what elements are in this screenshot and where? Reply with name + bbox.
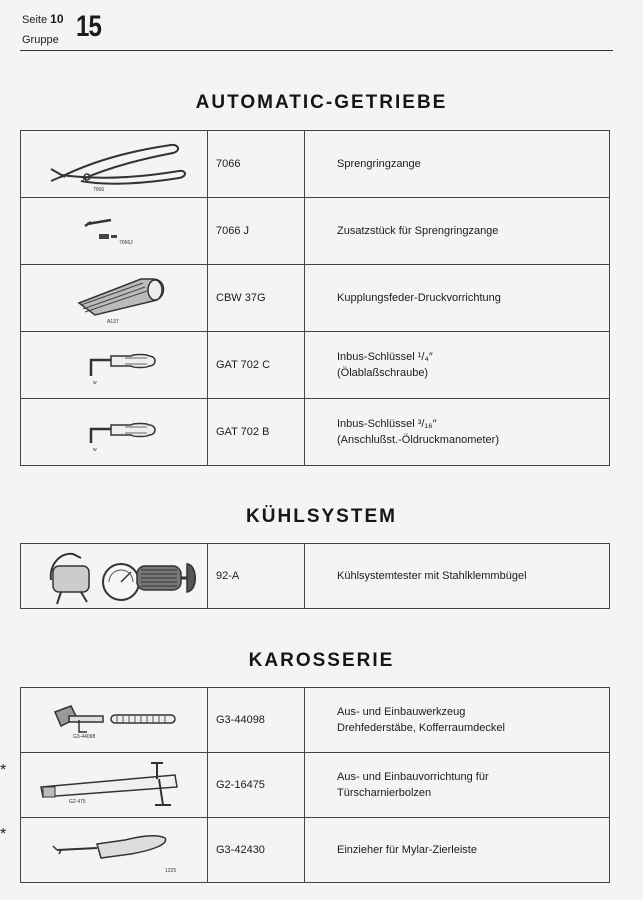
table-row	[21, 818, 610, 883]
tool-description-line: Inbus-Schlüssel ³/₁₆″	[337, 418, 437, 430]
page-label: Seite	[22, 14, 48, 26]
tool-code: GAT 702 B	[208, 399, 305, 466]
page-number	[22, 12, 64, 26]
hex-key-icon	[21, 399, 207, 465]
tool-description	[305, 198, 610, 265]
tool-code: G3-42430	[208, 818, 305, 883]
tool-code: CBW 37G	[208, 265, 305, 332]
table-row	[21, 688, 610, 753]
tool-image-label: 1225	[165, 868, 177, 874]
tool-image-cell	[21, 332, 208, 399]
header-rule	[20, 50, 613, 51]
table-row	[21, 332, 610, 399]
tool-description	[305, 753, 610, 818]
section-title-automatic-getriebe: AUTOMATIC-GETRIEBE	[195, 92, 448, 113]
pliers-attachment-icon	[21, 198, 207, 264]
tool-description-line: (Ölablaßschraube)	[337, 367, 429, 379]
tool-image-label: 7066J	[119, 240, 133, 246]
tool-description-line: Aus- und Einbauvorrichtung für	[337, 771, 489, 783]
tool-code: GAT 702 C	[208, 332, 305, 399]
hex-key-icon	[21, 332, 207, 398]
tool-table-karosserie	[20, 687, 610, 883]
clutch-spring-compressor-icon	[21, 265, 207, 331]
tool-description	[305, 688, 610, 753]
tool-table-automatic-getriebe	[20, 130, 610, 466]
tool-description-line: Türscharnierbolzen	[337, 787, 432, 799]
tool-description	[305, 399, 610, 466]
tool-image-label: w	[93, 380, 97, 386]
hinge-pin-tool-icon	[21, 753, 207, 817]
section-title-karosserie: KAROSSERIE	[248, 650, 395, 671]
tool-code: 7066	[208, 131, 305, 198]
tool-image-cell	[21, 688, 208, 753]
table-row	[21, 399, 610, 466]
tool-description	[305, 544, 610, 609]
tool-image-label: 7066	[93, 187, 105, 193]
tool-image-label: A137	[107, 319, 119, 325]
cooling-system-tester-icon	[21, 544, 207, 608]
group-number: 15	[76, 10, 102, 43]
tool-table-kuehlsystem	[20, 543, 610, 609]
table-row	[21, 544, 610, 609]
tool-description	[305, 131, 610, 198]
tool-image-cell	[21, 753, 208, 818]
tool-description	[305, 332, 610, 399]
tool-description-line: (Anschlußst.-Öldruckmanometer)	[337, 434, 499, 446]
tool-image-cell	[21, 265, 208, 332]
tool-description-line: Kühlsystemtester mit Stahlklemmbügel	[337, 570, 527, 582]
torsion-bar-tool-icon	[21, 688, 207, 752]
tool-description	[305, 818, 610, 883]
page-number-value: 10	[50, 12, 64, 26]
tool-description-line: Drehfederstäbe, Kofferraumdeckel	[337, 722, 505, 734]
table-row	[21, 753, 610, 818]
tool-image-cell	[21, 544, 208, 609]
trim-puller-icon	[21, 818, 207, 882]
tool-code: G2-16475	[208, 753, 305, 818]
snap-ring-pliers-icon	[21, 131, 207, 197]
tool-description-line: Sprengringzange	[337, 158, 421, 170]
tool-description-line: Kupplungsfeder-Druckvorrichtung	[337, 292, 501, 304]
tool-image-label: G3-44098	[73, 734, 96, 740]
section-title-kuehlsystem: KÜHLSYSTEM	[246, 506, 397, 527]
tool-code: 92-A	[208, 544, 305, 609]
tool-image-cell	[21, 818, 208, 883]
tool-description-line: Inbus-Schlüssel ¹/₄″	[337, 351, 433, 363]
table-row	[21, 198, 610, 265]
tool-image-cell	[21, 399, 208, 466]
asterisk-marker: *	[0, 826, 7, 843]
tool-image-label: w	[93, 447, 97, 453]
tool-code: 7066 J	[208, 198, 305, 265]
asterisk-marker: *	[0, 762, 7, 779]
group-label: Gruppe	[22, 34, 59, 46]
tool-description	[305, 265, 610, 332]
tool-description-line: Zusatzstück für Sprengringzange	[337, 225, 499, 237]
tool-image-cell	[21, 198, 208, 265]
tool-description-line: Aus- und Einbauwerkzeug	[337, 706, 466, 718]
tool-image-cell	[21, 131, 208, 198]
tool-code: G3-44098	[208, 688, 305, 753]
tool-image-label: G2-475	[69, 799, 86, 805]
tool-description-line: Einzieher für Mylar-Zierleiste	[337, 844, 477, 856]
table-row	[21, 265, 610, 332]
table-row	[21, 131, 610, 198]
